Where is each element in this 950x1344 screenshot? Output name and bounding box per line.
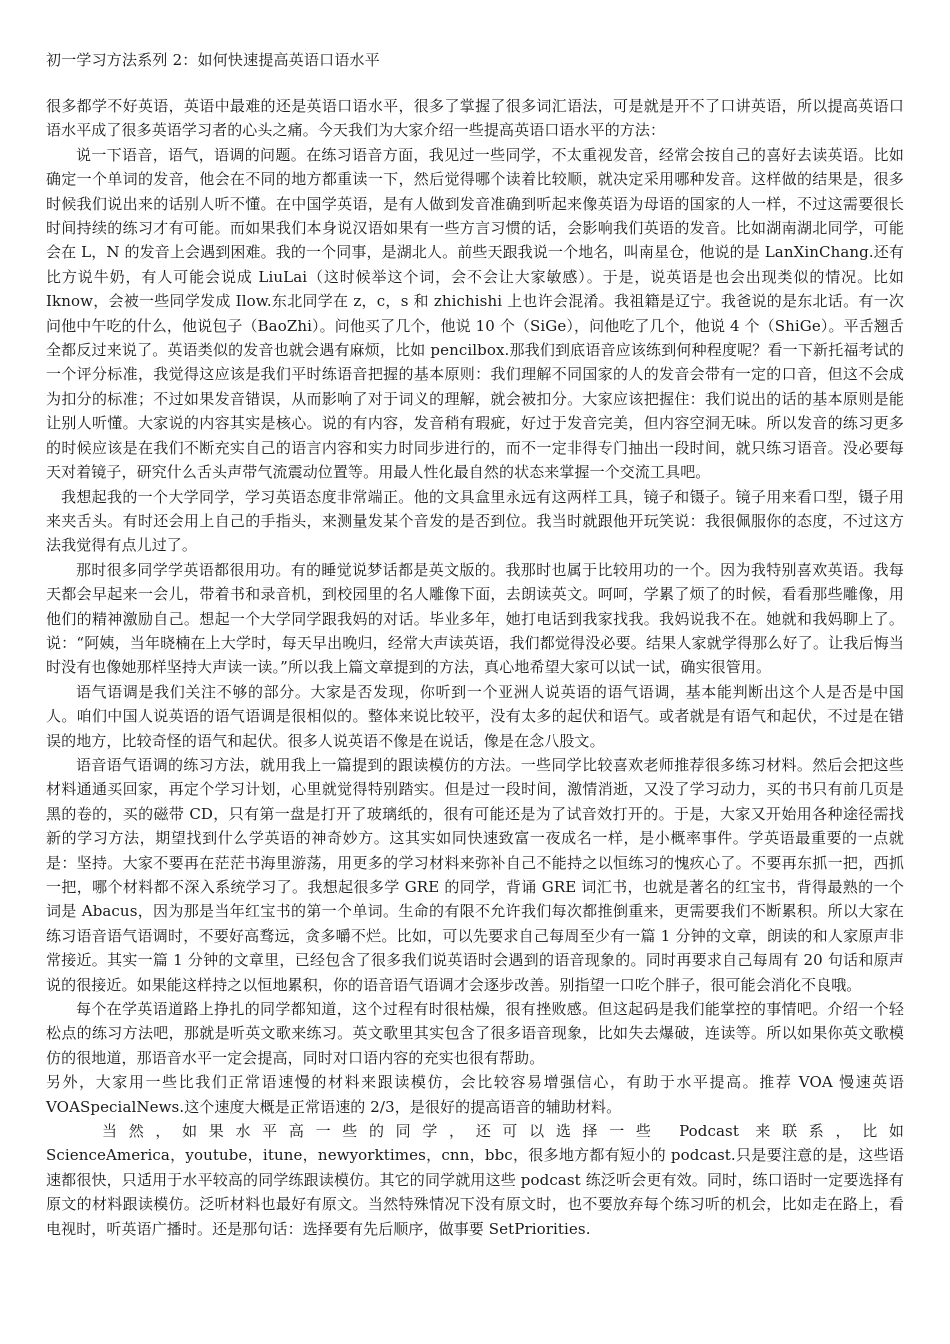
paragraph-practice-method: 语音语气语调的练习方法，就用我上一篇提到的跟读模仿的方法。一些同学比较喜欢老师推荐很多练习材料。然后会把这些材料通通买回家，再定个学习计划，心里就觉得特别踏实。但是过一段时间，激情消逝，又没了学习动力，买的书只有前几页是黑的卷的，买的磁带 CD，只有第一盘是打开了玻璃纸的，很有可能还是为了试音效打开的。于是，大家又开始用各种途径需找新的学习方法，期望找到什么学英语的神奇妙方。这其实如同快速致富一夜成名一样，是小概率事件。学英语最重要的一点就是：坚持。大家不要再在茫茫书海里游荡，用更多的学习材料来弥补自己不能持之以恒练习的愧疚心了。不要再东抓一把，西抓一把，哪个材料都不深入系统学习了。我想起很多学 GRE 的同学，背诵 GRE 词汇书，也就是著名的红宝书，背得最熟的一个词是 Abacus，因为那是当年红宝书的第一个单词。生命的有限不允许我们每次都推倒重来，更需要我们不断累积。所以大家在练习语音语气语调时，不要好高骛远，贪多嚼不烂。比如，可以先要求自己每周至少有一篇 1 分钟的文章，朗读的和人家原声非常接近。其实一篇 1 分钟的文章里，已经包含了很多我们说英语时会遇到的语音现象的。同时再要求自己每周有 20 句话和原声说的很接近。如果能这样持之以恒地累积，你的语音语气语调才会逐步改善。别指望一口吃个胖子，很可能会消化不良哦。 (46, 755, 904, 994)
paragraph-podcasts-lead: 当然，如果水平高一些的同学，还可以选择一些 Podcast 来联系，比如 (102, 1122, 904, 1141)
paragraph-intro: 很多都学不好英语，英语中最难的还是英语口语水平，很多了掌握了很多词汇语法，可是就是开不了口讲英语，所以提高英语口语水平成了很多英语学习者的心头之痛。今天我们为大家介绍一些提高英语口语水平的方法： (46, 97, 904, 140)
paragraph-intonation: 语气语调是我们关注不够的部分。大家是否发现，你听到一个亚洲人说英语的语气语调，基本能判断出这个人是否是中国人。咱们中国人说英语的语气语调是很相似的。整体来说比较平，没有太多的起伏和语气。或者就是有语气和起伏，不过是在错误的地方，比较奇怪的语气和起伏。很多人说英语不像是在说话，像是在念八股文。 (46, 682, 904, 750)
paragraph-slow-materials: 另外，大家用一些比我们正常语速慢的材料来跟读模仿，会比较容易增强信心，有助于水平提高。推荐 VOA 慢速英语 VOASpecialNews.这个速度大概是正常语速的 2/3，是很好的提高语音的辅助材料。 (46, 1073, 904, 1116)
paragraph-podcasts-body: ScienceAmerica，youtube，itune，newyorktimes，cnn，bbc，很多地方都有短小的 podcast.只是要注意的是，这些语速都很快，只适用于水平较高的同学练跟读模仿。其它的同学就用这些 podcast 练泛听会更有效。同时，练口语时一定要选择有原文的材料跟读模仿。泛听材料也最好有原文。当然特殊情况下没有原文时，也不要放弃每个练习听的机会，比如走在路上，看电视时，听英语广播时。还是那句话：选择要有先后顺序，做事要 SetPriorities. (46, 1146, 904, 1238)
paragraph-podcasts (46, 1119, 904, 1241)
paragraph-english-songs: 每个在学英语道路上挣扎的同学都知道，这个过程有时很枯燥，很有挫败感。但这起码是我们能掌控的事情吧。介绍一个轻松点的练习方法吧，那就是听英文歌来练习。英文歌里其实包含了很多语音现象，比如失去爆破，连读等。所以如果你英文歌模仿的很地道，那语音水平一定会提高，同时对口语内容的充实也很有帮助。 (46, 1000, 904, 1067)
paragraph-pronunciation: 说一下语音，语气，语调的问题。在练习语音方面，我见过一些同学，不太重视发音，经常会按自己的喜好去读英语。比如确定一个单词的发音，他会在不同的地方都重读一下，然后觉得哪个读着比较顺，就决定采用哪种发音。这样做的结果是，很多时候我们说出来的话别人听不懂。在中国学英语，是有人做到发音准确到听起来像英语为母语的国家的人一样，不过这需要很长时间持续的练习才有可能。而如果我们本身说汉语如果有一些方言习惯的话，会影响我们英语的发音。比如湖南湖北同学，可能会在 L，N 的发音上会遇到困难。我的一个同事，是湖北人。前些天跟我说一个地名，叫南星仓，他说的是 LanXinChang.还有比方说牛奶，有人可能会说成 LiuLai（这时候举这个词，会不会让大家敏感）。于是，说英语是也会出现类似的情况。比如 Iknow，会被一些同学发成 Ilow.东北同学在 z，c，s 和 zhichishi 上也许会混淆。我祖籍是辽宁。我爸说的是东北话。有一次问他中午吃的什么，他说包子（BaoZhi）。问他买了几个，他说 10 个（SiGe），问他吃了几个，他说 4 个（ShiGe）。平舌翘舌全都反过来说了。英语类似的发音也就会遇有麻烦，比如 pencilbox.那我们到底语音应该练到何种程度呢？看一下新托福考试的一个评分标准，我觉得这应该是我们平时练语音把握的基本原则：我们理解不同国家的人的发音会带有一定的口音，但这不会成为扣分的标准；不过如果发音错误，从而影响了对于词义的理解，就会被扣分。大家应该把握住：我们说出的话的基本原则是能让别人听懂。大家说的内容其实是核心。说的有内容，发音稍有瑕疵，好过于发音完美，但内容空洞无味。所以发音的练习更多的时候应该是在我们不断充实自己的语言内容和实力时同步进行的，而不一定非得专门抽出一段时间，就只练习语音。没必要每天对着镜子，研究什么舌头声带气流震动位置等。用最人性化最自然的状态来掌握一个交流工具吧。 (46, 145, 904, 482)
paragraph-reading-aloud: 那时很多同学学英语都很用功。有的睡觉说梦话都是英文版的。我那时也属于比较用功的一个。因为我特别喜欢英语。我每天都会早起来一会儿，带着书和录音机，到校园里的名人雕像下面，去朗读英文。呵呵，学累了烦了的时候，看看那些雕像，用他们的精神激励自己。想起一个大学同学跟我妈的对话。毕业多年，她打电话到我家找我。我妈说我不在。她就和我妈聊上了。说：“阿姨，当年晓楠在上大学时，每天早出晚归，经常大声读英语，我们都觉得没必要。结果人家就学得那么好了。让我后悔当时没有也像她那样坚持大声读一读。”所以我上篇文章提到的方法，真心地希望大家可以试一试，确实很管用。 (46, 560, 904, 677)
document-title: 初一学习方法系列 2：如何快速提高英语口语水平 (46, 51, 380, 69)
paragraph-classmate-mirror: 我想起我的一个大学同学，学习英语态度非常端正。他的文具盒里永远有这两样工具，镜子和镊子。镜子用来看口型，镊子用来夹舌头。有时还会用上自己的手指头，来测量发某个音发的是否到位。我当时就跟他开玩笑说：我很佩服你的态度，不过这方法我觉得有点儿过了。 (46, 487, 904, 555)
